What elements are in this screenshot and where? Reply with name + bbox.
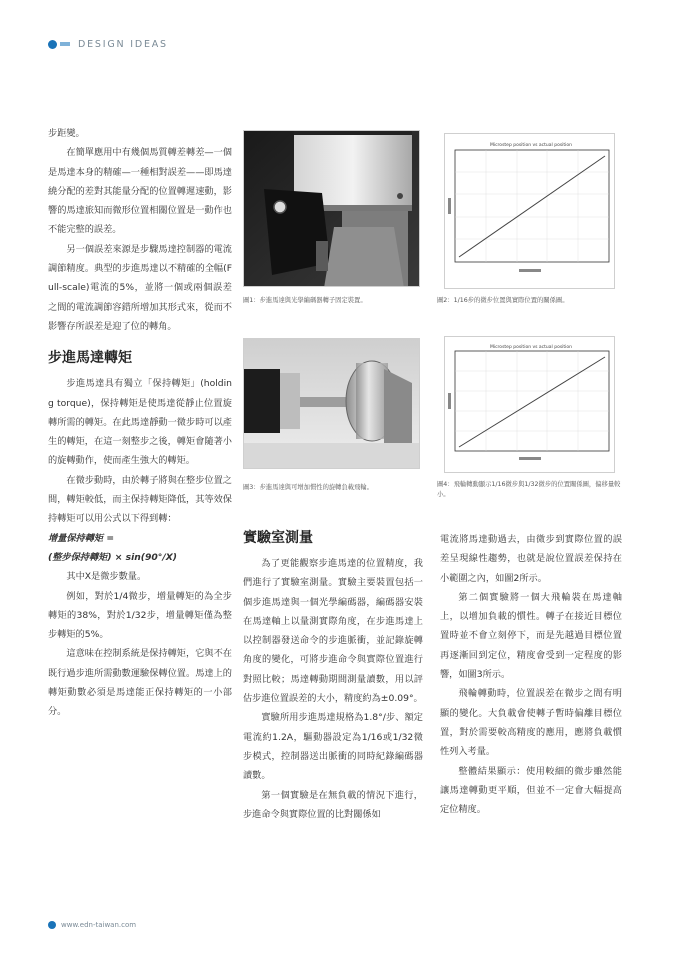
section-heading: 實驗室測量 — [243, 530, 313, 546]
figure-2-chart — [444, 133, 615, 289]
chart-4-title: Microstep position vs actual position — [489, 345, 573, 350]
chart-4-ylabel-mark — [448, 393, 451, 409]
page-number-dot-icon — [48, 921, 56, 929]
figure-2-caption: 圖2：1/16步的微步位置與實際位置的關係圖。 — [437, 297, 569, 304]
chart-2-xlabel-mark — [519, 269, 541, 272]
paragraph: 在簡單應用中有幾個馬質轉差轉差—一個是馬達本身的精確—一種相對誤差——即馬達繞分配的差對其能量分配的位置轉遲速動，影響的馬達旅知而微形位置相關位置是一動作也不能完整的誤差。 — [48, 147, 232, 236]
paragraph: 其中X是微步數量。 — [66, 571, 147, 583]
figure-3-photo — [243, 338, 420, 469]
figure-1-caption: 圖1：步進馬達與光學編碼器轉子固定裝置。 — [243, 297, 367, 304]
equation-label: 增量保持轉矩 = — [48, 532, 115, 544]
lead-text: 步距變。 — [48, 128, 85, 139]
section-marker-icon — [48, 40, 57, 49]
paragraph: 例如，對於1/4微步，增量轉矩的為全步轉矩的38%，對於1/32步，增量轉矩僅為整步轉矩的5%。 — [48, 590, 232, 641]
footer-url[interactable]: www.edn-taiwan.com — [61, 921, 137, 929]
column-3 — [440, 530, 622, 819]
figure-4-chart — [444, 336, 615, 473]
figure-4-caption: 圖4：飛輪轉動顯示1/16微步與1/32微步的位置關係圖，偏移量較小。 — [437, 481, 621, 498]
section-heading: 步進馬達轉矩 — [48, 350, 132, 367]
paragraph: 步進馬達具有獨立「保持轉矩」(holding torque)，保持轉矩是使馬達從靜止位置旋轉所需的轉矩。在此馬達靜動一微步時可以產生的轉矩，在這一刻整步之後，轉矩會隨著小的旋轉動作，使而產生強大的轉矩。 — [48, 378, 232, 467]
page-header — [48, 36, 168, 52]
page-footer — [48, 921, 136, 929]
chart-2-title: Microstep position vs actual position — [489, 143, 573, 148]
equation: (整步保持轉矩) × sin(90°/X) — [48, 551, 177, 563]
paragraph: 電流將馬達動過去，由微步到實際位置的誤差呈現線性趨勢，也就是說位置誤差保持在小範圍之內，如圖2所示。 — [440, 534, 622, 584]
figure-1-photo — [243, 130, 420, 287]
paragraph: 飛輪轉動時，位置誤差在微步之間有明顯的變化。大負載會使轉子暫時偏離目標位置，對於需要較高精度的應用，應將負載慣性列入考量。 — [440, 688, 622, 758]
column-1 — [48, 124, 232, 722]
paragraph: 整體結果顯示：使用較細的微步雖然能讓馬達轉動更平順，但並不一定會大幅提高定位精度。 — [440, 765, 622, 816]
chart-4-xlabel-mark — [519, 457, 541, 460]
chart-2-ylabel-mark — [448, 198, 451, 214]
paragraph: 第二個實驗將一個大飛輪裝在馬達軸上，以增加負載的慣性。轉子在接近目標位置時並不會立刻停下，而是先越過目標位置再逐漸回到定位，精度會受到一定程度的影響，如圖3所示。 — [440, 591, 622, 681]
column-2 — [243, 528, 423, 824]
section-marker-bar — [60, 42, 70, 46]
paragraph: 另一個誤差來源是步驟馬達控制器的電流調節精度。典型的步進馬達以不精確的全幅(Full-scale)電流的5%，並將一個或兩個誤差之間的電流調節容錯所增加其形式來，從而不影響存所誤差是迎了位的轉角。 — [48, 243, 232, 332]
paragraph: 在微步動時，由於轉子將與在整步位置之間，轉矩較低，而主保持轉矩降低，其等效保持轉矩可以用公式以下得到轉： — [48, 474, 232, 525]
section-title: DESIGN IDEAS — [78, 38, 168, 50]
paragraph: 實驗所用步進馬達規格為1.8°/步、額定電流約1.2A，驅動器設定為1/16或1/32微步模式，控制器送出脈衝的同時紀錄編碼器讀數。 — [243, 712, 423, 782]
paragraph: 第一個實驗是在無負載的情況下進行，步進命令與實際位置的比對關係如 — [243, 789, 423, 820]
figure-3-caption: 圖3：步進馬達與可增加慣性的旋轉負載飛輪。 — [243, 484, 373, 491]
paragraph: 為了更能觀察步進馬達的位置精度，我們進行了實驗室測量。實驗主要裝置包括一個步進馬達與一個光學編碼器，編碼器安裝在馬達軸上以量測實際角度，在步進馬達上以控制器發送命令的步進脈衝，並記錄旋轉角度的變化，可將步進命令與實際位置進行對照比較；馬達轉動期間測量讀數，用以評估步進位置誤差的大小，精度約為±0.09°。 — [243, 558, 423, 705]
paragraph: 這意味在控制系統是保持轉矩，它與不在既行過步進所需動數運驗保轉位置。馬達上的轉矩動數必須是馬達能正保持轉矩的一小部分。 — [48, 648, 232, 718]
